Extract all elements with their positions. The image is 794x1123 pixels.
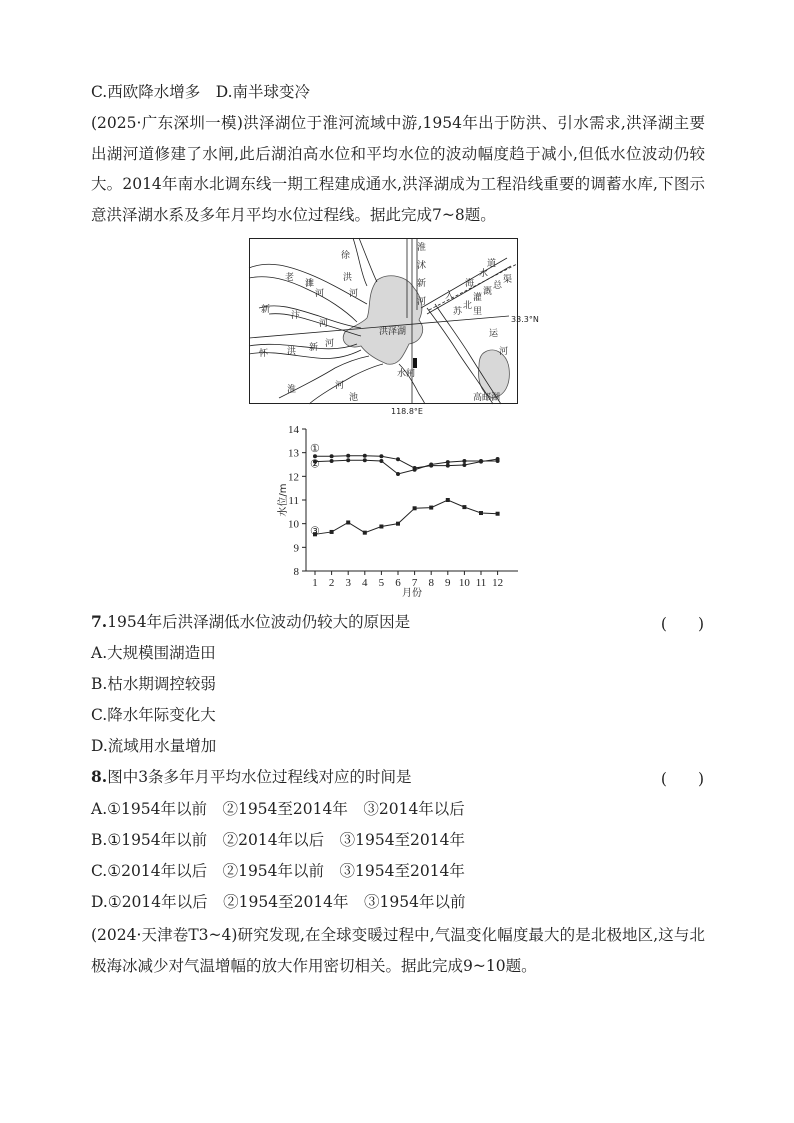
y-tick-label: 8 (293, 566, 299, 578)
map-label-sui: 濉 (305, 279, 315, 289)
map-label-li: 里 (473, 307, 483, 317)
x-tick-label: 1 (312, 577, 318, 589)
y-tick-label: 14 (288, 424, 299, 436)
q8-stem-text: 图中3条多年月平均水位过程线对应的时间是 (107, 768, 412, 786)
map-label-he1: 河 (349, 289, 359, 299)
map-label-sluice: 水闸 (397, 369, 416, 379)
map-label-he3: 河 (319, 319, 329, 329)
map-label-ru: 入 (445, 291, 455, 301)
series-2-point (346, 458, 350, 462)
x-axis-label: 月份 (402, 588, 422, 599)
map-label-gai: 溉 (483, 287, 493, 297)
map-label-qu: 渠 (503, 275, 513, 285)
map-label-lake: 洪泽湖 (379, 327, 407, 337)
series-line-2 (315, 460, 498, 474)
map-label-lon: 118.8°E (391, 407, 423, 416)
map-label-hong1: 洪 (343, 273, 353, 283)
x-tick-label: 7 (411, 577, 418, 589)
series-2-point (496, 459, 500, 463)
x-tick-label: 4 (362, 577, 368, 589)
y-axis-label: 水位/m (278, 483, 289, 517)
q8-stem (91, 767, 412, 787)
series-3-point (346, 520, 350, 524)
map-label-yun: 运 (489, 329, 499, 339)
series-2-point (446, 460, 450, 464)
y-tick-label: 10 (288, 518, 299, 531)
q7-stem (91, 612, 410, 632)
intro-paragraph-9-10: (2024·天津卷T3~4)研究发现,在全球变暖过程中,气温变化幅度最大的是北极地区,这与北极海冰减少对气温增幅的放大作用密切相关。据此完成9~10题。 (91, 926, 705, 975)
map-label-huai1: 淮 (417, 243, 427, 253)
series-1-point (346, 454, 350, 458)
sluice-marker (413, 358, 417, 368)
series-1-label: ① (310, 443, 320, 456)
q7-option-a[interactable]: A.大规模围湖造田 (91, 644, 216, 662)
q6-remaining-options: C.西欧降水增多 D.南半球变冷 (91, 83, 311, 101)
series-1-point (396, 457, 400, 461)
series-1-point (330, 454, 334, 458)
series-3-point (462, 505, 466, 509)
x-tick-label: 2 (328, 577, 335, 589)
q7-option-b[interactable]: B.枯水期调控较弱 (91, 675, 216, 693)
x-tick-label: 12 (492, 577, 504, 589)
water-level-chart (266, 418, 521, 604)
x-tick-label: 10 (458, 577, 470, 589)
map-label-dao: 道 (487, 259, 497, 269)
q8-option-d[interactable]: D.①2014年以后 ②1954至2014年 ③1954年以前 (91, 893, 466, 911)
map-label-guan: 灌 (473, 293, 483, 303)
series-1-point (462, 463, 466, 467)
q8-option-c[interactable]: C.①2014年以后 ②1954年以前 ③1954至2014年 (91, 862, 465, 880)
series-2-point (396, 472, 400, 476)
map-label-he5: 河 (325, 339, 335, 349)
series-2-point (462, 459, 466, 463)
map-label-huai3: 淮 (287, 385, 297, 395)
map-label-lat: 33.3°N (511, 315, 539, 324)
map-label-he7: 河 (499, 347, 509, 357)
series-1-point (379, 454, 383, 458)
map-label-bei: 北 (463, 301, 473, 311)
series-3-point (396, 522, 400, 526)
x-tick-label: 9 (445, 577, 451, 589)
intro-paragraph-7-8: (2025·广东深圳一模)洪泽湖位于淮河流域中游,1954年出于防洪、引水需求,洪泽湖主要出湖河道修建了水闸,此后湖泊高水位和平均水位的波动幅度趋于减小,但低水位波动仍较大。2014年南水北调东线一期工程建成通水,洪泽湖成为工程沿线重要的调蓄水库,下图示意洪泽湖水系及多年月平均水位过程线。据此完成7~8题。 (91, 114, 705, 224)
map-label-he2: 河 (315, 289, 325, 299)
series-2-point (330, 459, 334, 463)
y-tick-label: 9 (293, 542, 299, 555)
series-3-point (429, 506, 433, 510)
map-label-bian: 汴 (291, 311, 301, 321)
map-label-zong: 总 (493, 281, 503, 291)
q8-option-a[interactable]: A.①1954年以前 ②1954至2014年 ③2014年以后 (91, 800, 465, 818)
series-3-label: ③ (310, 525, 320, 538)
x-tick-label: 6 (395, 577, 401, 589)
series-3-point (496, 512, 500, 516)
map-label-su: 苏 (453, 307, 463, 317)
y-tick-label: 12 (288, 471, 299, 484)
map-label-xin3: 新 (309, 343, 319, 353)
series-2-point (379, 459, 383, 463)
series-line-1 (315, 456, 498, 468)
gaoyou-lake-shape (479, 350, 510, 398)
y-tick-label: 11 (288, 495, 299, 507)
series-2-point (363, 458, 367, 462)
map-label-he4: 河 (417, 297, 427, 307)
series-2-point (413, 468, 417, 472)
q8-option-b[interactable]: B.①1954年以前 ②2014年以后 ③1954至2014年 (91, 831, 465, 849)
q7-option-d[interactable]: D.流域用水量增加 (91, 737, 217, 755)
series-1-point (446, 464, 450, 468)
q7-number: 7. (91, 612, 108, 631)
map-label-huai2: 怀 (259, 349, 269, 359)
map-label-he6: 河 (335, 381, 345, 391)
x-tick-label: 11 (475, 577, 487, 589)
q8-number: 8. (91, 767, 108, 786)
q7-answer-paren: ( ) (660, 615, 704, 633)
q7-option-c[interactable]: C.降水年际变化大 (91, 706, 216, 724)
x-tick-label: 8 (428, 577, 434, 589)
x-tick-label: 5 (378, 577, 385, 589)
series-2-label: ② (310, 458, 320, 471)
map-label-gaoyou: 高邮湖 (473, 393, 501, 403)
y-tick-label: 13 (288, 447, 299, 460)
q7-stem-text: 1954年后洪泽湖低水位波动仍较大的原因是 (107, 613, 411, 631)
map-label-xin2: 新 (417, 279, 427, 289)
map-label-hai: 海 (465, 279, 475, 289)
series-3-point (413, 506, 417, 510)
map-label-xu: 徐 (341, 251, 351, 261)
q8-answer-paren: ( ) (660, 770, 704, 788)
x-tick-label: 3 (345, 577, 351, 589)
map-label-shui: 水 (479, 269, 489, 279)
series-3-point (379, 525, 383, 529)
map-label-shu: 沭 (417, 261, 427, 271)
map-label-lao: 老 (285, 273, 295, 283)
series-3-point (479, 511, 483, 515)
series-3-point (330, 530, 334, 534)
series-1-point (363, 454, 367, 458)
map-label-xin1: 新 (261, 305, 271, 315)
series-3-point (446, 498, 450, 502)
hongze-lake-map (249, 238, 539, 416)
map-label-chi: 池 (349, 393, 359, 403)
series-3-point (363, 531, 367, 535)
series-2-point (429, 463, 433, 467)
series-2-point (479, 459, 483, 463)
map-label-hong2: 洪 (287, 347, 297, 357)
series-line-3 (315, 500, 498, 534)
